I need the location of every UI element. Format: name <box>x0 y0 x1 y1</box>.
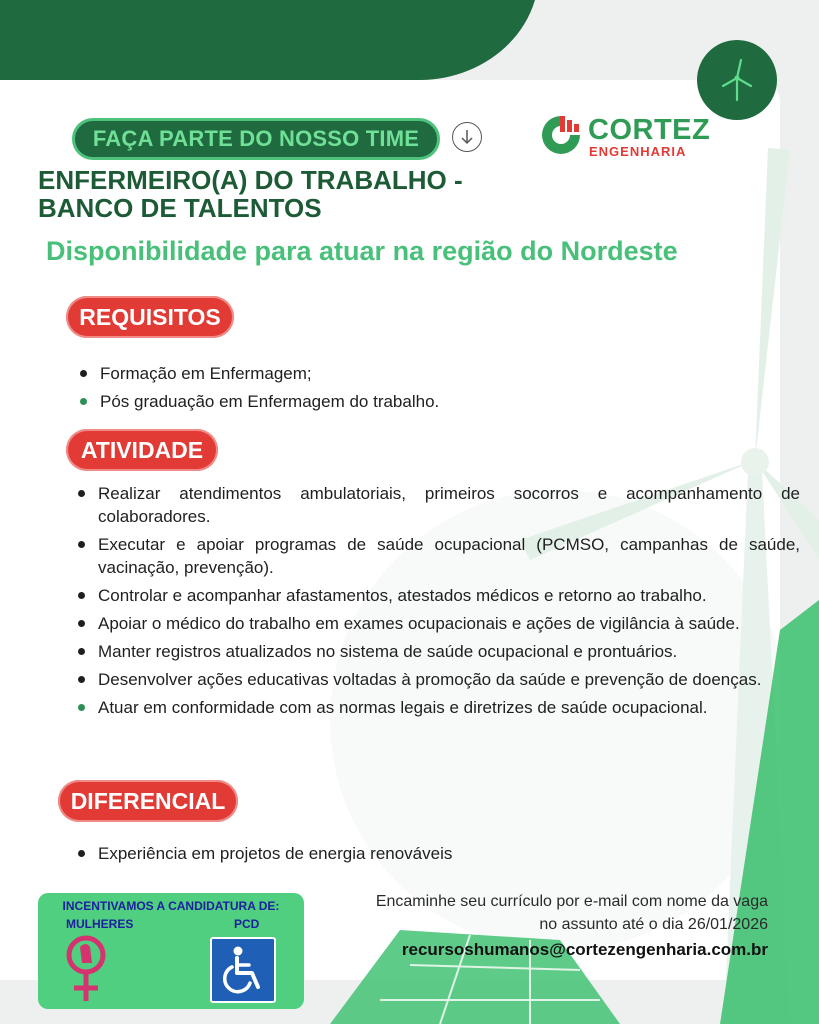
atividade-list <box>76 482 800 724</box>
contact-line2: no assunto até o dia 26/01/2026 <box>539 916 768 933</box>
list-item: Atuar em conformidade com as normas legais e diretrizes de saúde ocupacional. <box>76 696 800 719</box>
atividade-badge <box>66 429 218 471</box>
list-item: Apoiar o médico do trabalho em exames ocupacionais e ações de vigilância à saúde. <box>76 612 800 635</box>
logo-subtitle: ENGENHARIA <box>589 144 687 159</box>
atividade-label: ATIVIDADE <box>80 436 204 463</box>
job-title-line1: ENFERMEIRO(A) DO TRABALHO - <box>38 165 463 195</box>
cortez-logo-mark <box>538 112 584 158</box>
job-title <box>38 166 558 222</box>
arrow-down-circle-icon <box>452 122 482 152</box>
women-label: MULHERES <box>66 917 134 931</box>
requisitos-badge <box>66 296 234 338</box>
wind-turbine-icon <box>697 40 777 120</box>
list-item: Controlar e acompanhar afastamentos, atestados médicos e retorno ao trabalho. <box>76 584 800 607</box>
list-item: Experiência em projetos de energia renováveis <box>76 842 776 865</box>
wind-turbine-badge <box>697 40 777 120</box>
contact-line1: Encaminhe seu currículo por e-mail com nome da vaga <box>375 893 768 910</box>
list-item: Desenvolver ações educativas voltadas à promoção da saúde e prevenção de doenças. <box>76 668 800 691</box>
list-item: Pós graduação em Enfermagem do trabalho. <box>78 390 778 413</box>
diferencial-label: DIFERENCIAL <box>70 787 226 814</box>
join-team-banner <box>72 118 440 160</box>
list-item: Executar e apoiar programas de saúde ocupacional (PCMSO, campanhas de saúde, vacinação, prevenção). <box>76 533 800 579</box>
banner-text: FAÇA PARTE DO NOSSO TIME <box>92 126 420 151</box>
requisitos-label: REQUISITOS <box>79 303 221 330</box>
logo-name: CORTEZ <box>588 114 711 146</box>
list-item: Realizar atendimentos ambulatoriais, primeiros socorros e acompanhamento de colaboradores. <box>76 482 800 528</box>
incentive-title: INCENTIVAMOS A CANDIDATURA DE: <box>62 899 280 913</box>
job-title-line2: BANCO DE TALENTOS <box>38 193 322 223</box>
contact-email[interactable]: recursoshumanos@cortezengenharia.com.br <box>401 940 768 959</box>
region-availability: Disponibilidade para atuar na região do Nordeste <box>46 236 678 266</box>
list-item: Formação em Enfermagem; <box>78 362 778 385</box>
diferencial-badge <box>58 780 238 822</box>
requisitos-list <box>78 362 778 418</box>
pcd-label: PCD <box>234 917 260 931</box>
wheelchair-icon <box>210 937 276 1003</box>
list-item: Manter registros atualizados no sistema de saúde ocupacional e prontuários. <box>76 640 800 663</box>
female-symbol-icon <box>56 933 116 1005</box>
cortez-logo <box>538 112 711 162</box>
contact-info <box>320 890 768 961</box>
diferencial-list <box>76 842 776 870</box>
incentive-box <box>38 893 304 1009</box>
